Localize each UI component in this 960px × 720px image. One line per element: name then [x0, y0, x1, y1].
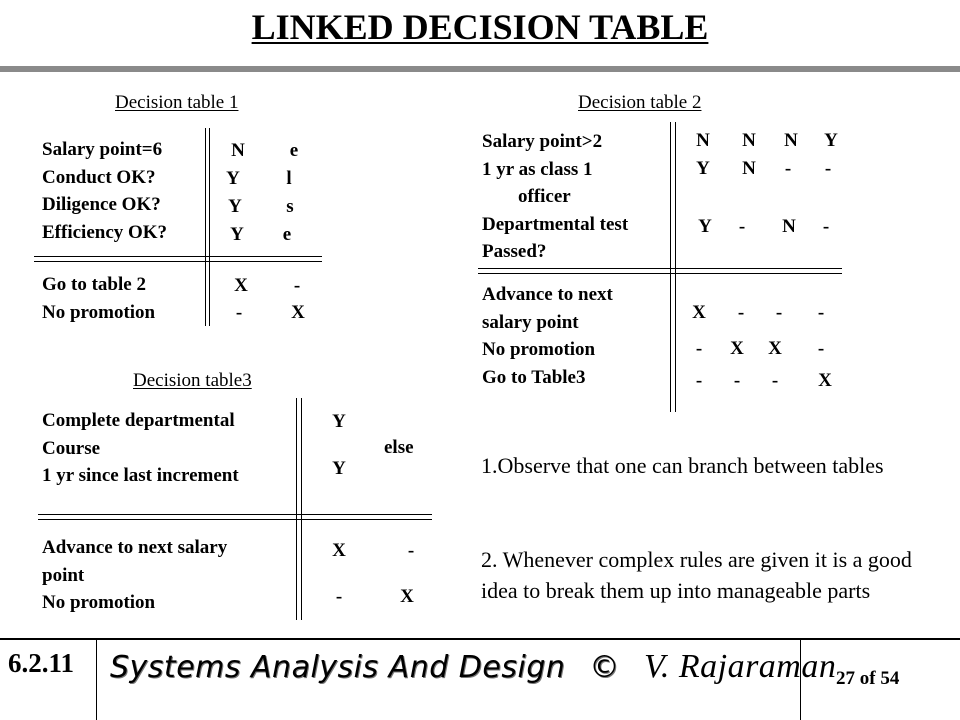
table2-rule-cell: N — [782, 216, 796, 237]
section-number: 6.2.11 — [8, 648, 75, 678]
table1-actions — [42, 271, 155, 326]
table1-conditions — [42, 136, 167, 246]
table2-action-cell: - — [695, 370, 703, 391]
table1-rule-cell: N — [231, 140, 245, 161]
table2-action-cell: X — [818, 370, 832, 391]
table1-caption: Decision table 1 — [115, 92, 239, 113]
table3-action-cell: X — [400, 586, 414, 607]
table2-divider-v — [670, 122, 671, 412]
table2-condition: officer — [518, 186, 571, 207]
table2-divider-h — [478, 273, 842, 274]
table1-rule-cell: e — [289, 140, 299, 161]
table3-divider-h — [38, 514, 432, 515]
table2-rule-cell: - — [738, 216, 746, 237]
table2-rule-cell: N — [742, 158, 756, 179]
table2-action-cell: - — [695, 338, 703, 359]
table1-rule-cell: e — [282, 224, 292, 245]
table1-rule-cell: Y — [230, 224, 244, 245]
table2-rule-cell: Y — [698, 216, 712, 237]
table2-rule-cell: - — [784, 158, 792, 179]
table1-rule-cell: Y — [226, 168, 240, 189]
table3-actions — [42, 534, 227, 617]
footer-divider-v — [96, 640, 97, 720]
table2-action: salary point — [482, 311, 579, 333]
table3-action: Advance to next salary — [42, 537, 228, 558]
table2-divider-h — [478, 268, 842, 269]
note-complex-rules: 2. Whenever complex rules are given it is a good idea to break them up into manageable parts — [481, 547, 912, 603]
table2-condition: Passed? — [482, 241, 547, 262]
table1-action-cell: - — [293, 275, 301, 296]
table3-divider-h — [38, 519, 432, 520]
table2-actions — [482, 281, 613, 391]
table1-condition: Conduct OK? — [42, 166, 156, 188]
page-number: 27 of 54 — [836, 668, 900, 689]
slide-title: LINKED DECISION TABLE — [251, 7, 709, 47]
note-branching: 1.Observe that one can branch between tables — [481, 453, 884, 478]
table1-condition: Efficiency OK? — [42, 221, 168, 243]
table1-action: No promotion — [42, 301, 156, 323]
footer-divider — [0, 638, 960, 640]
table1-action-cell: X — [291, 302, 305, 323]
table1-rule-cell: Y — [228, 196, 242, 217]
table2-rule-cell: - — [824, 158, 832, 179]
course-name: Systems Analysis And Design — [110, 650, 566, 685]
table2-action-cell: - — [771, 370, 779, 391]
table3-action-cell: - — [335, 586, 343, 607]
table1-divider-h — [34, 261, 322, 262]
table2-action-cell: - — [733, 370, 741, 391]
table3-else-label: else — [384, 437, 414, 458]
table2-condition: 1 yr as class 1 — [482, 158, 593, 180]
table2-rule-cell: Y — [824, 130, 838, 151]
table2-rule-cell: N — [696, 130, 710, 151]
table3-action: No promotion — [42, 592, 156, 613]
table3-action: point — [42, 564, 85, 586]
table1-action-cell: - — [235, 302, 243, 323]
table1-action-cell: X — [234, 275, 248, 296]
title-divider — [0, 66, 960, 72]
table3-condition: Complete departmental — [42, 410, 235, 431]
table2-action-cell: - — [817, 302, 825, 323]
table3-conditions — [42, 407, 239, 490]
table2-divider-v — [675, 122, 676, 412]
table2-action-cell: X — [692, 302, 706, 323]
table3-rule-cell: Y — [332, 411, 346, 432]
table1-rule-cell: s — [286, 196, 294, 217]
table2-action: Go to Table3 — [482, 366, 586, 388]
table1-divider-v — [205, 128, 206, 326]
table2-action-cell: X — [768, 338, 782, 359]
table3-caption: Decision table3 — [133, 370, 252, 391]
copyright-symbol: © — [589, 650, 620, 685]
course-credit — [110, 648, 836, 686]
table2-action-cell: - — [817, 338, 825, 359]
table3-divider-v — [301, 398, 302, 620]
table1-condition: Salary point=6 — [42, 139, 163, 160]
table3-divider-v — [296, 398, 297, 620]
table2-rule-cell: - — [822, 216, 830, 237]
table2-action-cell: - — [775, 302, 783, 323]
table2-rule-cell: N — [784, 130, 798, 151]
table3-action-cell: X — [332, 540, 346, 561]
table2-caption: Decision table 2 — [578, 92, 702, 113]
table1-divider-v — [209, 128, 210, 326]
table1-action: Go to table 2 — [42, 274, 146, 295]
table2-condition: Salary point>2 — [482, 131, 603, 152]
table2-action: Advance to next — [482, 284, 613, 305]
table1-rule-cell: l — [286, 168, 292, 189]
table2-condition: Departmental test — [482, 213, 629, 235]
table2-rule-cell: N — [742, 130, 756, 151]
table2-action: No promotion — [482, 339, 596, 360]
table3-rule-cell: Y — [332, 458, 346, 479]
table3-condition: 1 yr since last increment — [42, 465, 239, 486]
table3-action-cell: - — [407, 540, 415, 561]
author-name: V. Rajaraman — [643, 648, 837, 685]
table2-conditions — [482, 128, 628, 266]
table2-rule-cell: Y — [696, 158, 710, 179]
table1-condition: Diligence OK? — [42, 194, 161, 215]
table3-condition: Course — [42, 437, 101, 459]
table1-divider-h — [34, 256, 322, 257]
table2-action-cell: - — [737, 302, 745, 323]
table2-action-cell: X — [730, 338, 744, 359]
